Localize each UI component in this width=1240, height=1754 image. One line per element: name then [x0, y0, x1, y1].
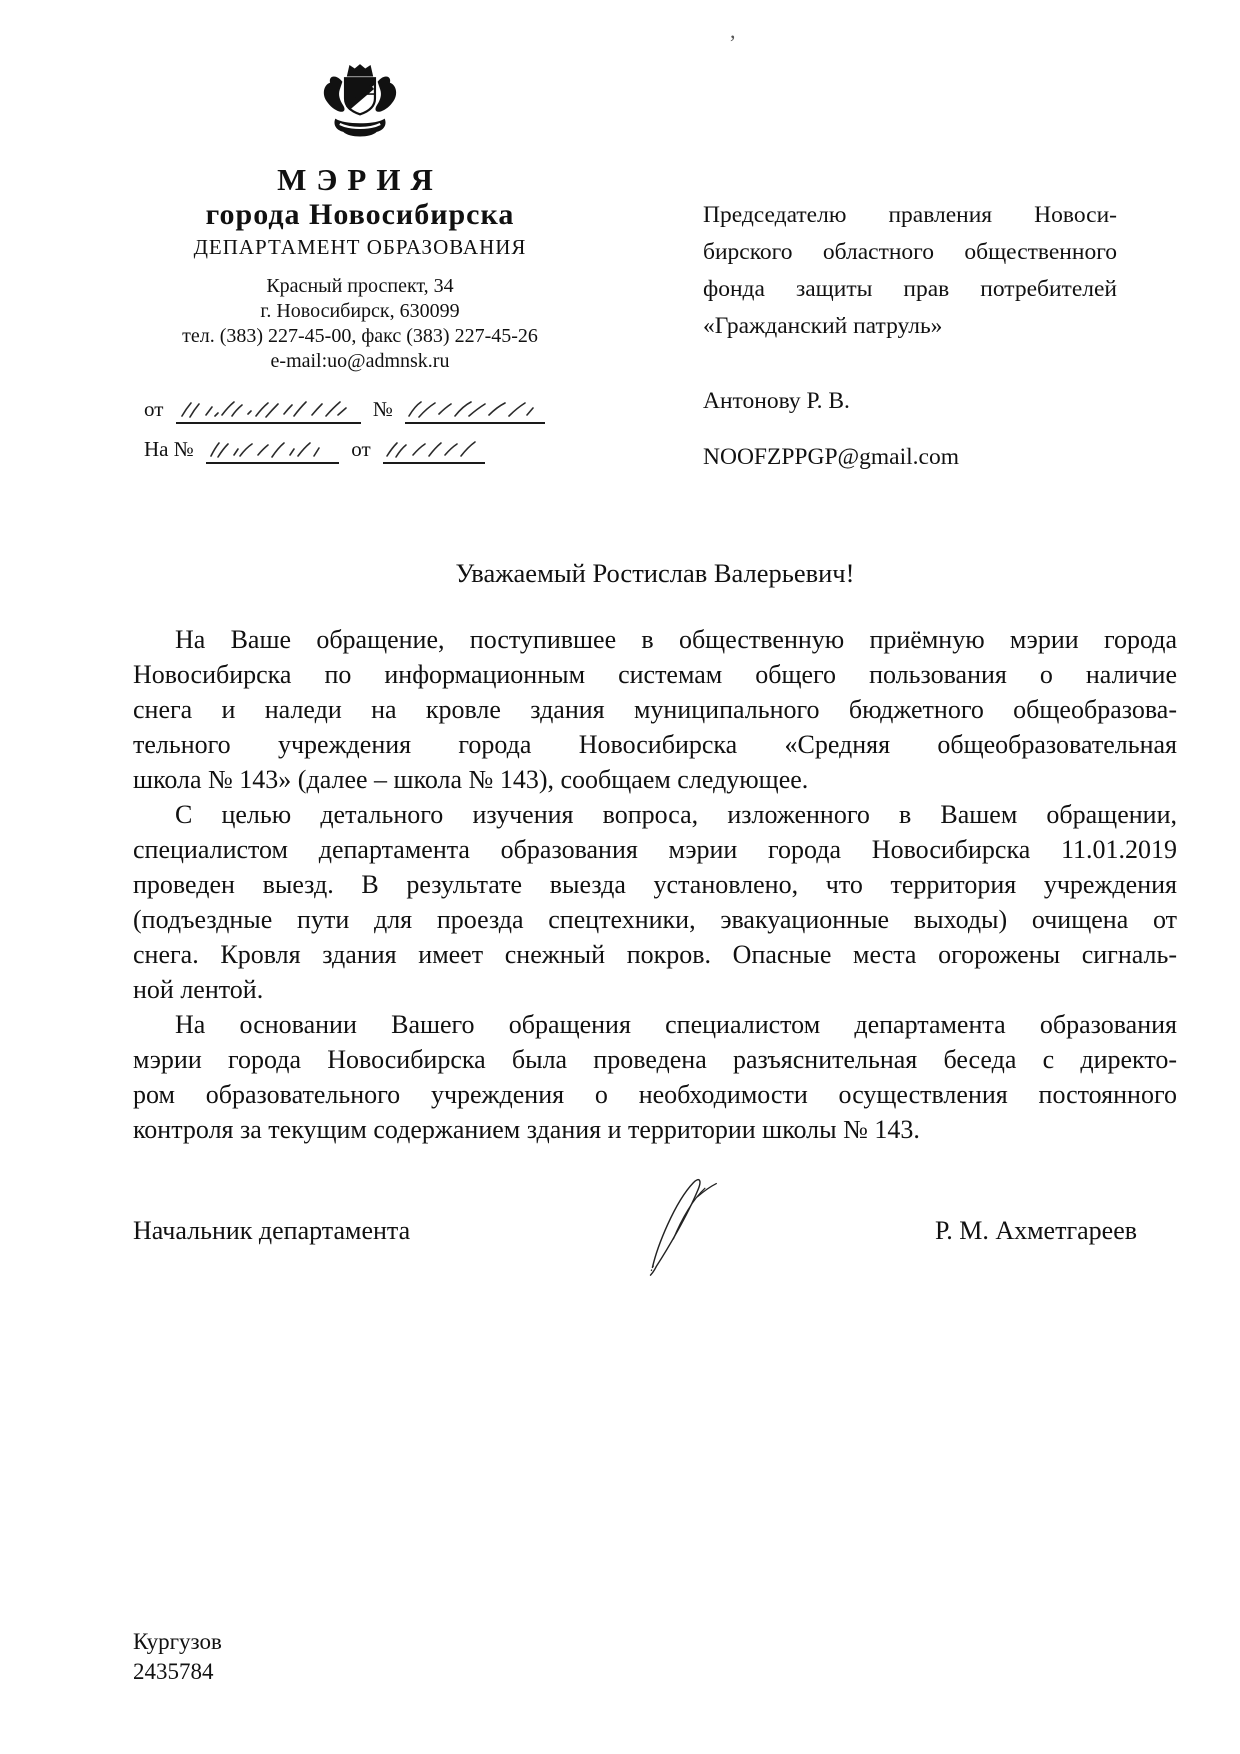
outgoing-date-label: от — [144, 397, 164, 421]
org-name-line1: МЭРИЯ — [277, 162, 443, 197]
handwritten-outgoing-number — [405, 394, 545, 424]
body-line: На Ваше обращение, поступившее в общественную приёмную мэрии города — [175, 625, 1177, 654]
paragraph-2 — [133, 797, 1177, 1007]
novosibirsk-coat-of-arms-icon — [316, 62, 404, 156]
incoming-ref-row — [144, 434, 602, 474]
body-line: мэрии города Новосибирска была проведена разъяснительная беседа с директо- — [133, 1045, 1177, 1074]
org-name-line2: города Новосибирска — [205, 198, 515, 231]
body-line: (подъездные пути для проезда спецтехники, эвакуационные выходы) очищена от — [133, 905, 1177, 934]
recipient-email: NOOFZPPGP@gmail.com — [703, 444, 960, 470]
handwritten-signature-icon — [640, 1174, 724, 1277]
body-line: Новосибирска по информационным системам общего пользования о наличие — [133, 660, 1177, 689]
executor-phone: 2435784 — [133, 1659, 214, 1684]
handwritten-incoming-number — [206, 434, 339, 464]
letterhead — [118, 62, 602, 474]
body-line: проведен выезд. В результате выезда установлено, что территория учреждения — [133, 870, 1177, 899]
sender-address-block — [118, 274, 602, 374]
address-line-2: г. Новосибирск, 630099 — [260, 300, 460, 322]
department-name: ДЕПАРТАМЕНТ ОБРАЗОВАНИЯ — [193, 235, 527, 259]
incoming-number-label: На № — [144, 437, 194, 461]
outgoing-ref-row — [144, 394, 602, 434]
signatory-name: Р. М. Ахметгареев — [935, 1216, 1138, 1245]
body-line: школа № 143» (далее – школа № 143), сообщаем следующее. — [133, 765, 809, 794]
body-line: снега. Кровля здания имеет снежный покров. Опасные места огорожены сигналь- — [133, 940, 1177, 969]
recipient-name: Антонову Р. В. — [703, 388, 850, 414]
executor-name: Кургузов — [133, 1629, 222, 1654]
recipient-line: «Гражданский патруль» — [703, 313, 943, 339]
body-line: снега и наледи на кровле здания муниципального бюджетного общеобразова- — [133, 695, 1177, 724]
phone-fax-line: тел. (383) 227-45-00, факс (383) 227-45-26 — [182, 325, 538, 347]
body-line: На основании Вашего обращения специалистом департамента образования — [175, 1010, 1177, 1039]
handwriting-scribble-icon — [405, 397, 539, 421]
paragraph-1 — [133, 622, 1177, 797]
body-line: ром образовательного учреждения о необходимости осуществления постоянного — [133, 1080, 1177, 1109]
address-line-1: Красный проспект, 34 — [266, 275, 454, 297]
incoming-date-label: от — [351, 437, 371, 461]
signatory-position: Начальник департамента — [133, 1216, 411, 1245]
executor-block — [133, 1627, 222, 1687]
recipient-line: фонда защиты прав потребителей — [703, 276, 1117, 302]
recipient-block — [703, 197, 1117, 476]
handwritten-incoming-date — [383, 434, 485, 464]
registration-reference-rows — [118, 394, 602, 474]
body-line: ной лентой. — [133, 975, 264, 1004]
email-line: e-mail:uo@admnsk.ru — [270, 350, 450, 372]
letter-body — [133, 622, 1177, 1147]
paragraph-3 — [133, 1007, 1177, 1147]
handwriting-scribble-icon — [206, 437, 333, 461]
handwriting-scribble-icon — [383, 437, 479, 461]
body-line: контроля за текущим содержанием здания и территории школы № 143. — [133, 1115, 920, 1144]
salutation: Уважаемый Ростислав Валерьевич! — [455, 558, 855, 588]
body-line: специалистом департамента образования мэрии города Новосибирска 11.01.2019 — [133, 835, 1177, 864]
handwriting-scribble-icon — [176, 397, 354, 421]
scan-artifact: , — [730, 18, 736, 43]
outgoing-number-label: № — [372, 397, 393, 421]
recipient-line: Председателю правления Новоси- — [703, 202, 1117, 228]
body-line: тельного учреждения города Новосибирска «Средняя общеобразовательная — [133, 730, 1177, 759]
body-line: С целью детального изучения вопроса, изложенного в Вашем обращении, — [175, 800, 1177, 829]
handwritten-outgoing-date — [176, 394, 361, 424]
recipient-line: бирского областного общественного — [703, 239, 1117, 265]
